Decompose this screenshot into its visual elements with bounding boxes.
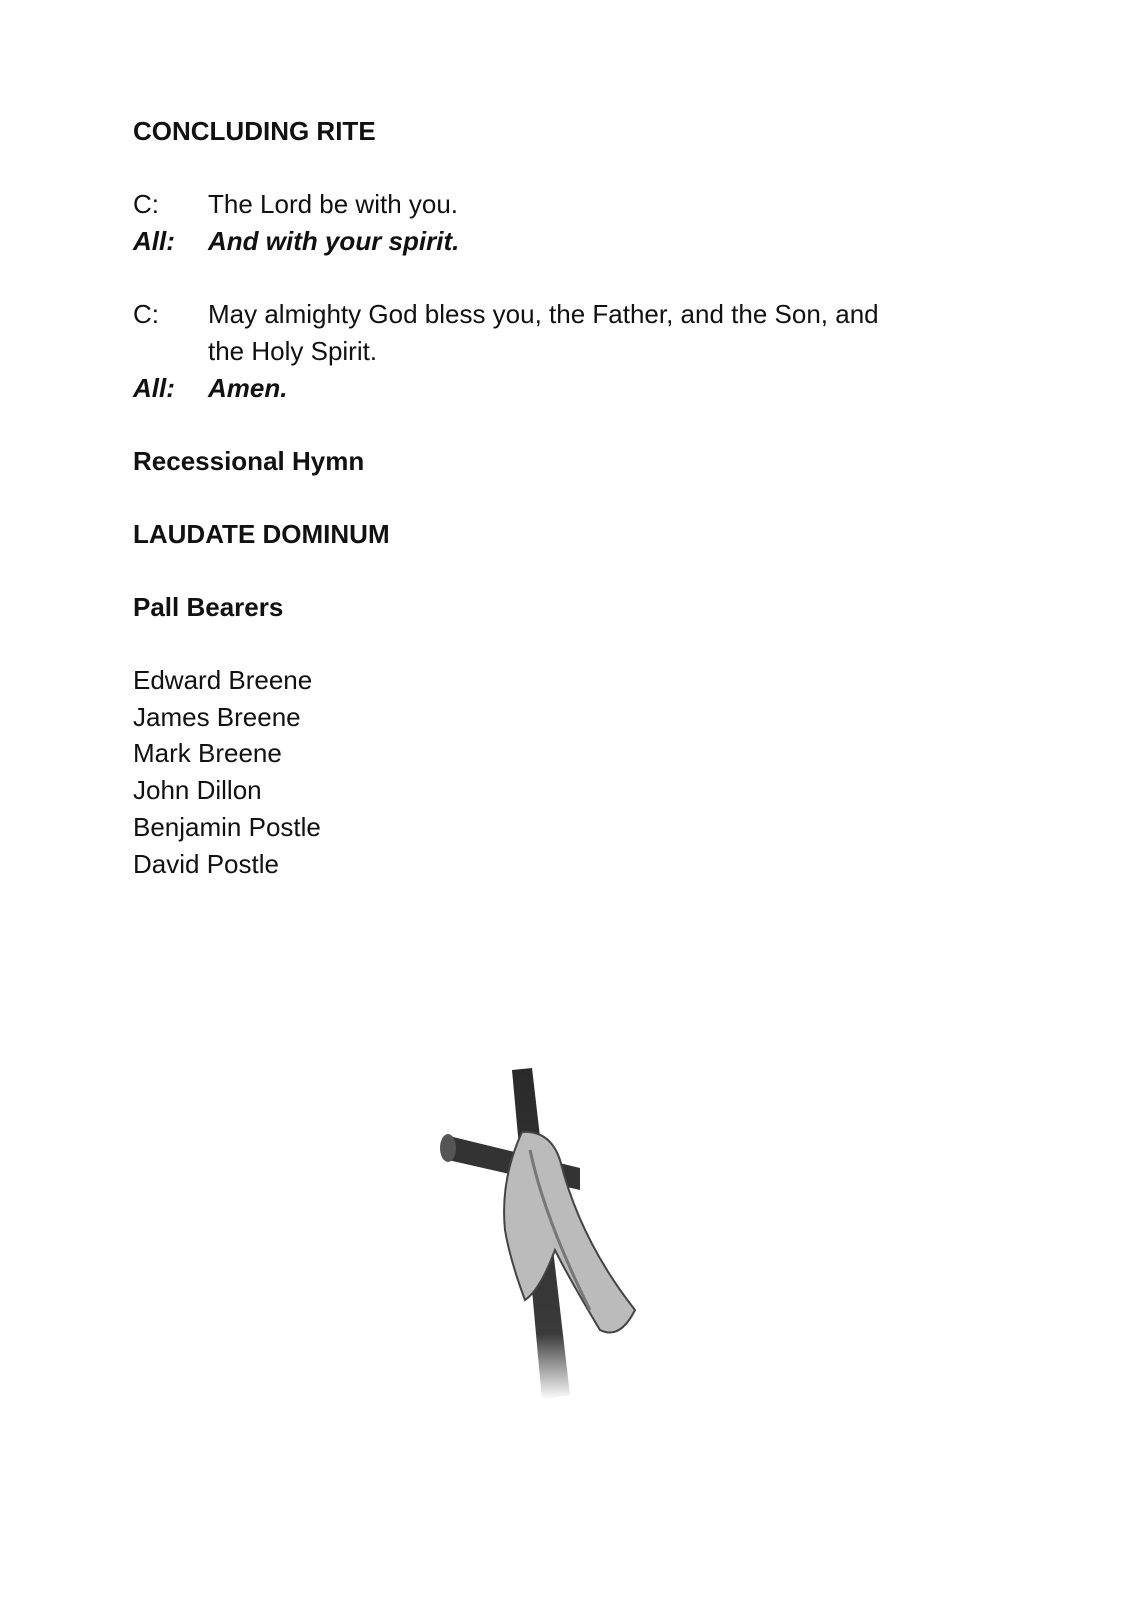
response-text: And with your spirit.	[208, 226, 460, 256]
pall-bearers-heading: Pall Bearers	[133, 592, 284, 622]
recessional-heading: Recessional Hymn	[133, 446, 365, 476]
pall-bearer: Benjamin Postle	[133, 812, 321, 842]
dialog-line-continued	[133, 333, 377, 370]
pall-bearer: Edward Breene	[133, 665, 313, 695]
speaker: All:	[133, 373, 175, 403]
pall-bearer: Mark Breene	[133, 738, 282, 768]
pall-bearer: David Postle	[133, 849, 279, 879]
dialog-line	[133, 186, 458, 223]
dialog-line	[133, 296, 879, 333]
dialog-text: The Lord be with you.	[208, 189, 459, 219]
hymn-title: LAUDATE DOMINUM	[133, 519, 390, 549]
speaker: C:	[133, 299, 159, 329]
speaker: All:	[133, 226, 175, 256]
pall-bearer: John Dillon	[133, 775, 262, 805]
response-text: Amen.	[208, 373, 288, 403]
response-line	[133, 223, 459, 260]
speaker: C:	[133, 189, 159, 219]
section-heading: CONCLUDING RITE	[133, 116, 376, 146]
pall-bearer: James Breene	[133, 702, 301, 732]
cross-with-shroud-icon	[430, 1060, 650, 1420]
response-line	[133, 370, 287, 407]
dialog-text: May almighty God bless you, the Father, and the Son, and	[208, 299, 879, 329]
dialog-text: the Holy Spirit.	[208, 336, 378, 366]
